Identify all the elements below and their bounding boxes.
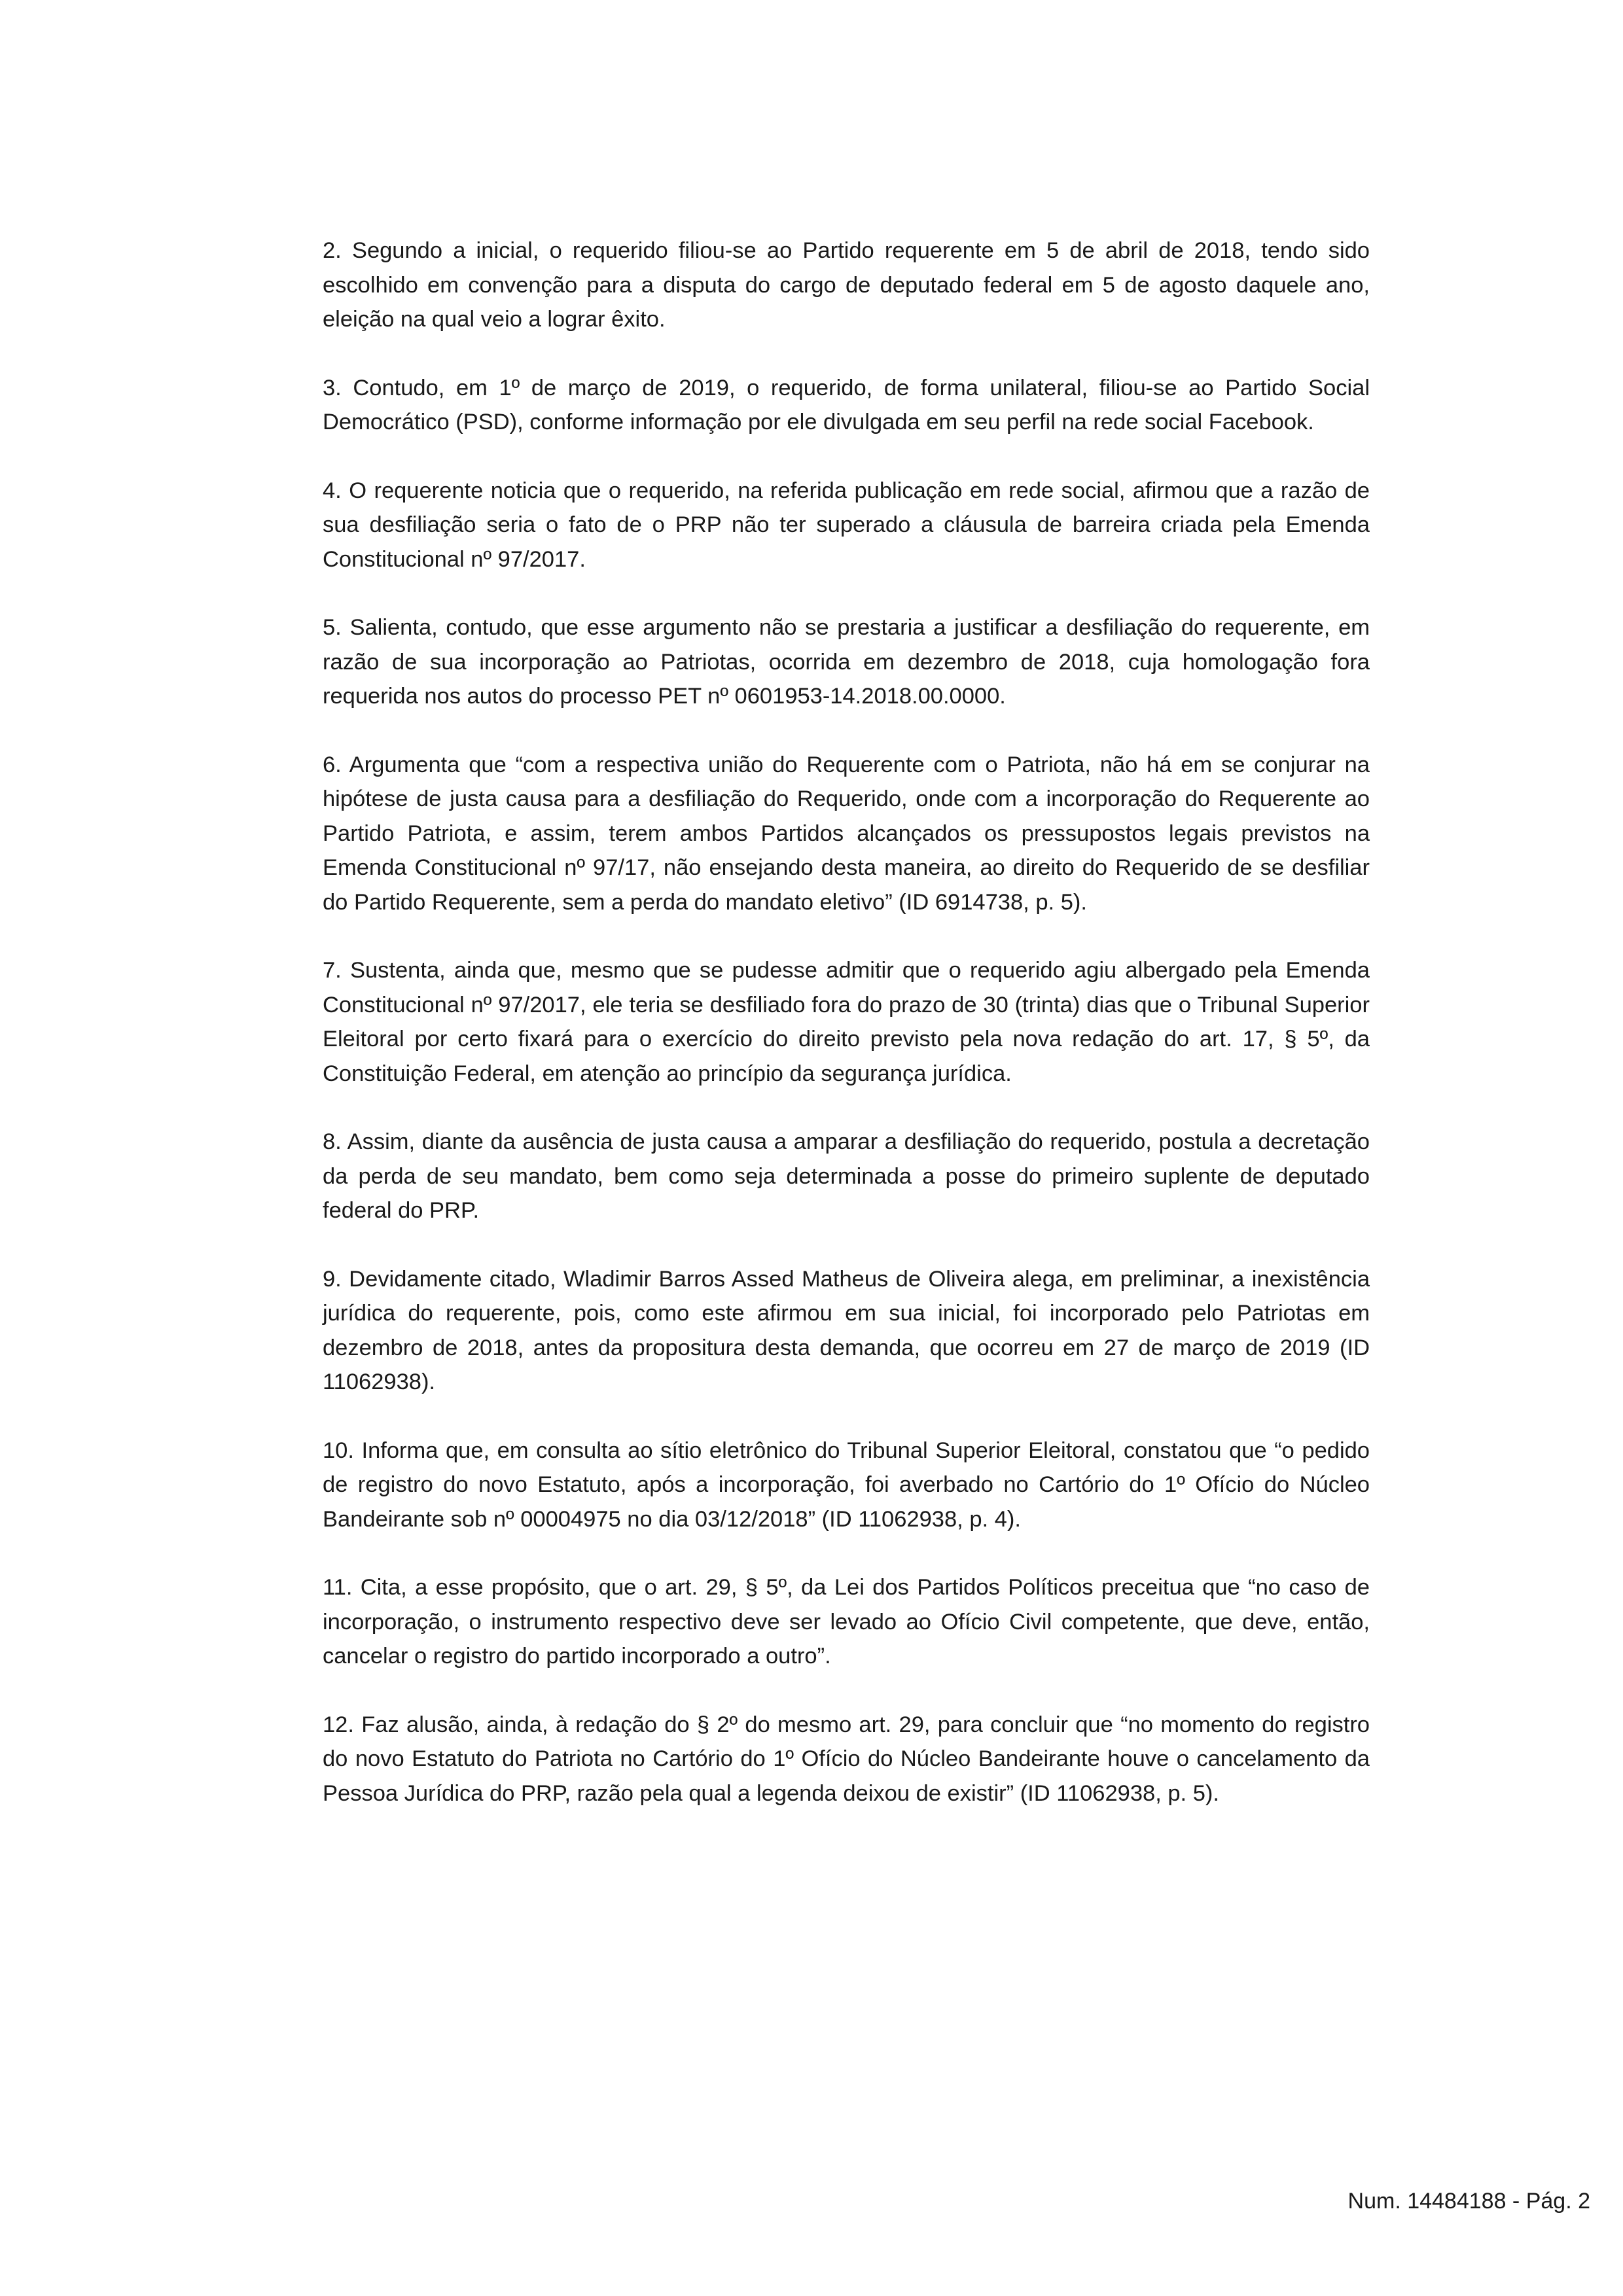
paragraph-6: 6. Argumenta que “com a respectiva união do Requerente com o Patriota, não há em se conjurar na hipótese de justa causa para a desfiliação do Requerido, onde com a incorporação do Requerente ao Partido Patriota, e assim, terem ambos Partidos alcançados os pressupostos legais previstos na Emenda Constitucional nº 97/17, não ensejando desta maneira, ao direito do Requerido de se desfiliar do Partido Requerente, sem a perda do mandato eletivo” (ID 6914738, p. 5). [323,752,1370,915]
paragraph-10: 10. Informa que, em consulta ao sítio eletrônico do Tribunal Superior Eleitoral, constatou que “o pedido de registro do novo Estatuto, após a incorporação, foi averbado no Cartório do 1º Ofício do Núcleo Bandeirante sob nº 00004975 no dia 03/12/2018” (ID 11062938, p. 4). [323,1438,1370,1532]
paragraph-2: 2. Segundo a inicial, o requerido filiou-se ao Partido requerente em 5 de abril de 2018, tendo sido escolhido em convenção para a disputa do cargo de deputado federal em 5 de agosto daquele ano, eleição na qual veio a lograr êxito. [323,238,1370,332]
paragraph-12: 12. Faz alusão, ainda, à redação do § 2º do mesmo art. 29, para concluir que “no momento do registro do novo Estatuto do Patriota no Cartório do 1º Ofício do Núcleo Bandeirante houve o cancelamento da Pessoa Jurídica do PRP, razão pela qual a legenda deixou de existir” (ID 11062938, p. 5). [323,1712,1370,1806]
paragraph-3: 3. Contudo, em 1º de março de 2019, o requerido, de forma unilateral, filiou-se ao Partido Social Democrático (PSD), conforme informação por ele divulgada em seu perfil na rede social Facebook. [323,375,1370,434]
paragraph-8: 8. Assim, diante da ausência de justa causa a amparar a desfiliação do requerido, postula a decretação da perda de seu mandato, bem como seja determinada a posse do primeiro suplente de deputado federal do PRP. [323,1129,1370,1223]
paragraph-7: 7. Sustenta, ainda que, mesmo que se pudesse admitir que o requerido agiu albergado pela Emenda Constitucional nº 97/2017, ele teria se desfiliado fora do prazo de 30 (trinta) dias que o Tribunal Superior Eleitoral por certo fixará para o exercício do direito previsto pela nova redação do art. 17, § 5º, da Constituição Federal, em atenção ao princípio da segurança jurídica. [323,958,1370,1086]
paragraph-5: 5. Salienta, contudo, que esse argumento não se prestaria a justificar a desfiliação do requerente, em razão de sua incorporação ao Patriotas, ocorrida em dezembro de 2018, cuja homologação fora requerida nos autos do processo PET nº 0601953-14.2018.00.0000. [323,615,1370,709]
document-body [323,234,1370,1845]
paragraph-9: 9. Devidamente citado, Wladimir Barros Assed Matheus de Oliveira alega, em preliminar, a inexistência jurídica do requerente, pois, como este afirmou em sua inicial, foi incorporado pelo Patriotas em dezembro de 2018, antes da propositura desta demanda, que ocorreu em 27 de março de 2019 (ID 11062938). [323,1266,1370,1394]
paragraph-11: 11. Cita, a esse propósito, que o art. 29, § 5º, da Lei dos Partidos Políticos preceitua que “no caso de incorporação, o instrumento respectivo deve ser levado ao Ofício Civil competente, que deve, então, cancelar o registro do partido incorporado a outro”. [323,1575,1370,1669]
paragraph-4: 4. O requerente noticia que o requerido, na referida publicação em rede social, afirmou que a razão de sua desfiliação seria o fato de o PRP não ter superado a cláusula de barreira criada pela Emenda Constitucional nº 97/2017. [323,478,1370,572]
page-footer-reference: Num. 14484188 - Pág. 2 [1347,2189,1590,2214]
